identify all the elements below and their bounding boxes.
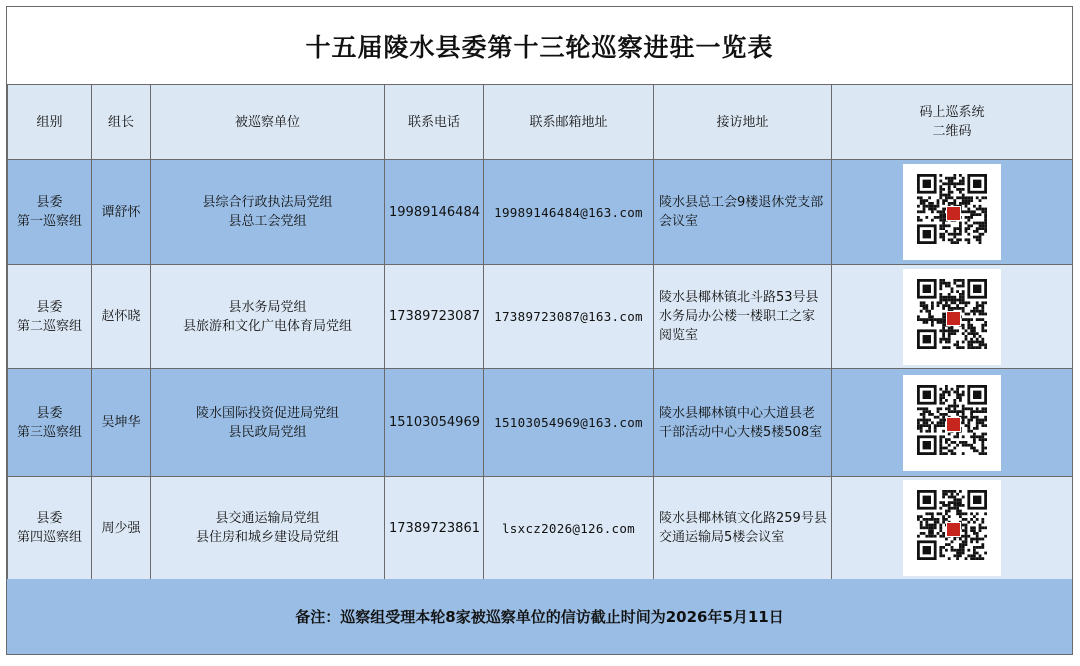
leader-cell: 吴坤华 bbox=[92, 369, 151, 477]
qr-logo-icon bbox=[946, 522, 961, 537]
group-line2: 第三巡察组 bbox=[16, 424, 82, 440]
page-title: 十五届陵水县委第十三轮巡察进驻一览表 bbox=[7, 7, 1072, 85]
phone-cell: 15103054969 bbox=[385, 369, 484, 477]
phone-cell: 19989146484 bbox=[385, 160, 484, 265]
footer-note: 备注：巡察组受理本轮8家被巡察单位的信访截止时间为2026年5月11日 bbox=[7, 579, 1072, 654]
address-cell: 陵水县总工会9楼退休党支部会议室 bbox=[654, 160, 832, 265]
email-cell[interactable]: 19989146484@163.com bbox=[484, 160, 654, 265]
email-cell[interactable]: 15103054969@163.com bbox=[484, 369, 654, 477]
group-line1: 县委 bbox=[36, 299, 63, 315]
leader-cell: 赵怀晓 bbox=[92, 265, 151, 369]
unit-line1: 县水务局党组 bbox=[228, 299, 307, 315]
group-line1: 县委 bbox=[36, 195, 63, 210]
qr-code-icon[interactable] bbox=[903, 375, 1001, 471]
leader-cell: 周少强 bbox=[92, 477, 151, 580]
group-line2: 第四巡察组 bbox=[16, 530, 82, 545]
qr-logo-icon bbox=[946, 311, 961, 326]
phone-cell: 17389723861 bbox=[385, 477, 484, 580]
email-cell[interactable]: lsxcz2026@126.com bbox=[484, 477, 654, 580]
group-cell bbox=[8, 265, 92, 369]
table-row bbox=[8, 477, 1073, 580]
address-cell: 陵水县椰林镇中心大道县老干部活动中心大楼5楼508室 bbox=[654, 369, 832, 477]
address-cell: 陵水县椰林镇北斗路53号县水务局办公楼一楼职工之家阅览室 bbox=[654, 265, 832, 369]
unit-line1: 陵水国际投资促进局党组 bbox=[195, 405, 339, 421]
unit-cell bbox=[151, 477, 385, 580]
table-row bbox=[8, 369, 1073, 477]
unit-line1: 县综合行政执法局党组 bbox=[202, 195, 333, 210]
patrol-table bbox=[7, 84, 1073, 580]
table-header-row bbox=[8, 85, 1073, 160]
group-cell bbox=[8, 160, 92, 265]
header-group: 组别 bbox=[8, 85, 92, 160]
unit-line2: 县旅游和文化广电体育局党组 bbox=[182, 318, 352, 334]
header-address: 接访地址 bbox=[654, 85, 832, 160]
leader-cell: 谭舒怀 bbox=[92, 160, 151, 265]
table-row bbox=[8, 160, 1073, 265]
qr-cell bbox=[832, 265, 1073, 369]
qr-cell bbox=[832, 160, 1073, 265]
header-qr-line1: 码上巡系统 bbox=[919, 105, 985, 120]
group-line2: 第二巡察组 bbox=[16, 318, 82, 334]
unit-cell bbox=[151, 265, 385, 369]
group-cell bbox=[8, 369, 92, 477]
unit-line2: 县总工会党组 bbox=[228, 214, 307, 229]
qr-cell bbox=[832, 369, 1073, 477]
qr-cell bbox=[832, 477, 1073, 580]
header-qr-line2: 二维码 bbox=[932, 124, 972, 139]
unit-line1: 县交通运输局党组 bbox=[215, 511, 320, 526]
unit-line2: 县民政局党组 bbox=[228, 424, 307, 440]
phone-cell: 17389723087 bbox=[385, 265, 484, 369]
header-qr bbox=[832, 85, 1073, 160]
qr-logo-icon bbox=[946, 417, 961, 432]
header-phone: 联系电话 bbox=[385, 85, 484, 160]
header-email: 联系邮箱地址 bbox=[484, 85, 654, 160]
group-line1: 县委 bbox=[36, 511, 63, 526]
address-cell: 陵水县椰林镇文化路259号县交通运输局5楼会议室 bbox=[654, 477, 832, 580]
group-cell bbox=[8, 477, 92, 580]
qr-code-icon[interactable] bbox=[903, 480, 1001, 576]
email-cell[interactable]: 17389723087@163.com bbox=[484, 265, 654, 369]
unit-line2: 县住房和城乡建设局党组 bbox=[195, 530, 339, 545]
header-unit: 被巡察单位 bbox=[151, 85, 385, 160]
table-row bbox=[8, 265, 1073, 369]
group-line2: 第一巡察组 bbox=[16, 214, 82, 229]
qr-logo-icon bbox=[946, 206, 961, 221]
unit-cell bbox=[151, 369, 385, 477]
header-leader: 组长 bbox=[92, 85, 151, 160]
qr-code-icon[interactable] bbox=[903, 269, 1001, 365]
patrol-table-sheet bbox=[6, 6, 1073, 655]
group-line1: 县委 bbox=[36, 405, 63, 421]
unit-cell bbox=[151, 160, 385, 265]
qr-code-icon[interactable] bbox=[903, 164, 1001, 260]
